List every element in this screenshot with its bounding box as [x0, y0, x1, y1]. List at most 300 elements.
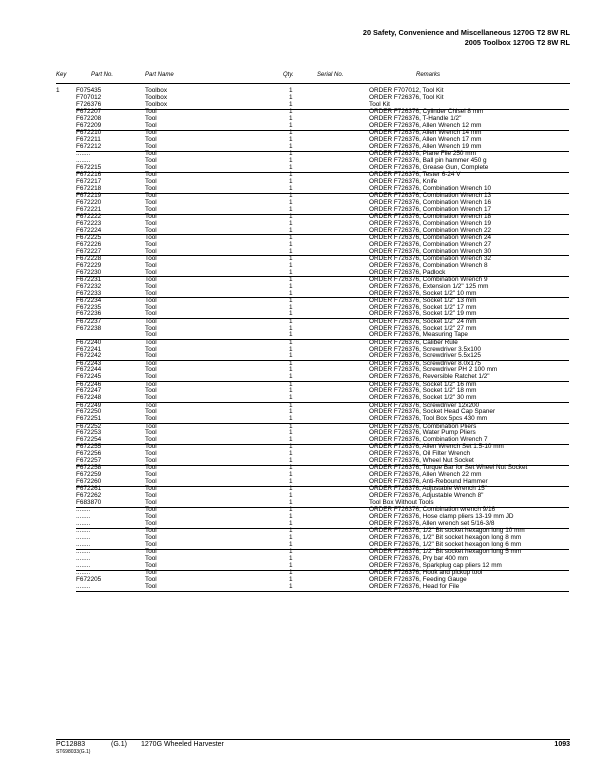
- qty-cell: 1: [289, 205, 293, 213]
- part-no-cell: ........: [76, 527, 91, 535]
- part-no-cell: F672256: [76, 450, 102, 458]
- part-name-cell: Tool: [145, 478, 157, 486]
- part-no-cell: ........: [76, 548, 91, 556]
- part-name-cell: Tool: [145, 121, 157, 129]
- part-no-cell: F672245: [76, 373, 102, 381]
- remarks-cell: ORDER F726376, Knife: [369, 177, 438, 185]
- part-no-cell: F672233: [76, 289, 102, 297]
- remarks-cell: ORDER F726376, Combination Wrench 9: [369, 275, 488, 283]
- remarks-cell: ORDER F726376, Screwdriver 12x200: [369, 401, 480, 409]
- col-qty: Qty.: [283, 72, 294, 78]
- qty-cell: 1: [289, 142, 293, 150]
- row-group: [0, 528, 600, 549]
- qty-cell: 1: [289, 394, 293, 402]
- qty-cell: 1: [289, 527, 293, 535]
- part-no-cell: F672260: [76, 478, 102, 486]
- part-name-cell: Tool: [145, 163, 157, 171]
- part-name-cell: Tool: [145, 450, 157, 458]
- remarks-cell: ORDER F726376, Anti-Rebound Hammer: [369, 478, 488, 486]
- part-no-cell: F672247: [76, 387, 102, 395]
- part-name-cell: Tool: [145, 492, 157, 500]
- header-rule: [56, 83, 570, 84]
- part-no-cell: F672225: [76, 233, 102, 241]
- column-headers: [0, 72, 600, 82]
- table-row: [0, 500, 600, 507]
- qty-cell: 1: [289, 170, 293, 178]
- remarks-cell: ORDER F726376, Socket 1/2" 10 mm: [369, 289, 477, 297]
- qty-cell: 1: [289, 184, 293, 192]
- remarks-cell: ORDER F726376, Screwdriver PH 2 100 mm: [369, 366, 498, 374]
- remarks-cell: ORDER F726376, Allen Wrench Set 1.5-10 mm: [369, 443, 504, 451]
- qty-cell: 1: [289, 408, 293, 416]
- qty-cell: 1: [289, 352, 293, 360]
- remarks-cell: ORDER F726376, Combination Wrench 7: [369, 436, 488, 444]
- qty-cell: 1: [289, 499, 293, 507]
- part-name-cell: Tool: [145, 366, 157, 374]
- remarks-cell: ORDER F726376, Feeding Gauge: [369, 576, 467, 584]
- remarks-cell: ORDER F726376, Tester 6-24 V: [369, 170, 461, 178]
- part-no-cell: ........: [76, 520, 91, 528]
- remarks-cell: ORDER F726376, Ball pin hammer 450 g: [369, 156, 487, 164]
- part-name-cell: Tool: [145, 555, 157, 563]
- part-name-cell: Tool: [145, 527, 157, 535]
- table-row: [0, 514, 600, 521]
- part-no-cell: F672234: [76, 296, 102, 304]
- part-no-cell: F672242: [76, 352, 102, 360]
- remarks-cell: ORDER F726376, T-Handle 1/2": [369, 114, 462, 122]
- part-no-cell: F672232: [76, 282, 102, 290]
- part-no-cell: ........: [76, 534, 91, 542]
- part-no-cell: F672226: [76, 240, 102, 248]
- part-no-cell: F672229: [76, 261, 102, 269]
- qty-cell: 1: [289, 135, 293, 143]
- part-no-cell: F672261: [76, 485, 102, 493]
- qty-cell: 1: [289, 387, 293, 395]
- qty-cell: 1: [289, 520, 293, 528]
- qty-cell: 1: [289, 100, 293, 108]
- table-row: [0, 144, 600, 151]
- part-name-cell: Tool: [145, 156, 157, 164]
- col-remarks: Remarks: [416, 72, 441, 78]
- remarks-cell: ORDER F726376, Socket 1/2" 16 mm: [369, 380, 477, 388]
- remarks-cell: ORDER F726376, Allen wrench set 5/16-3/8: [369, 520, 495, 528]
- row-group: [0, 172, 600, 193]
- part-name-cell: Tool: [145, 240, 157, 248]
- part-no-cell: F672254: [76, 436, 102, 444]
- part-name-cell: Tool: [145, 254, 157, 262]
- part-name-cell: Tool: [145, 338, 157, 346]
- row-group: [0, 465, 600, 486]
- remarks-cell: ORDER F726376, Grease Gun, Complete: [369, 163, 489, 171]
- part-no-cell: F672246: [76, 380, 102, 388]
- part-name-cell: Tool: [145, 170, 157, 178]
- qty-cell: 1: [289, 149, 293, 157]
- part-name-cell: Tool: [145, 114, 157, 122]
- part-name-cell: Tool: [145, 499, 157, 507]
- table-row: [0, 556, 600, 563]
- part-no-cell: F707012: [76, 93, 102, 101]
- qty-cell: 1: [289, 240, 293, 248]
- qty-cell: 1: [289, 317, 293, 325]
- qty-cell: 1: [289, 380, 293, 388]
- remarks-cell: ORDER F707012, Tool Kit: [369, 87, 444, 94]
- part-no-cell: F672241: [76, 345, 102, 353]
- remarks-cell: ORDER F726376, Socket 1/2" 17 mm: [369, 303, 477, 311]
- row-group: [0, 298, 600, 319]
- part-name-cell: Toolbox: [145, 100, 168, 108]
- remarks-cell: ORDER F726376, Hose clamp pliers 13-19 mm JD: [369, 513, 514, 521]
- qty-cell: 1: [289, 555, 293, 563]
- key-cell: 1: [56, 87, 60, 94]
- part-name-cell: Tool: [145, 233, 157, 241]
- qty-cell: 1: [289, 485, 293, 493]
- footer-revision: (G.1): [111, 741, 127, 748]
- qty-cell: 1: [289, 156, 293, 164]
- part-name-cell: Tool: [145, 198, 157, 206]
- header-section-title: 20 Safety, Convenience and Miscellaneous 1270G T2 8W RL: [362, 28, 570, 37]
- remarks-cell: ORDER F726376, Socket 1/2" 27 mm: [369, 324, 477, 332]
- qty-cell: 1: [289, 177, 293, 185]
- part-no-cell: F672237: [76, 317, 102, 325]
- qty-cell: 1: [289, 289, 293, 297]
- row-group: [0, 277, 600, 298]
- row-group: [0, 361, 600, 382]
- remarks-cell: ORDER F726376, 1/2" Bit socket hexagon long 6 mm: [369, 541, 522, 549]
- part-no-cell: F672262: [76, 492, 102, 500]
- part-name-cell: Tool: [145, 317, 157, 325]
- part-name-cell: Tool: [145, 457, 157, 465]
- part-name-cell: Tool: [145, 177, 157, 185]
- remarks-cell: ORDER F726376, 1/2" Bit socket hexagon long 5 mm: [369, 548, 522, 556]
- qty-cell: 1: [289, 163, 293, 171]
- qty-cell: 1: [289, 324, 293, 332]
- part-name-cell: Tool: [145, 373, 157, 381]
- qty-cell: 1: [289, 219, 293, 227]
- remarks-cell: ORDER F726376, Extension 1/2" 125 mm: [369, 282, 489, 290]
- part-name-cell: Tool: [145, 422, 157, 430]
- part-name-cell: Tool: [145, 219, 157, 227]
- remarks-cell: ORDER F726376, Allen Wrench 17 mm: [369, 135, 482, 143]
- part-name-cell: Tool: [145, 205, 157, 213]
- part-no-cell: F672257: [76, 457, 102, 465]
- part-name-cell: Tool: [145, 534, 157, 542]
- part-no-cell: ........: [76, 569, 91, 577]
- remarks-cell: ORDER F726376, Combination wrench 9/16: [369, 506, 496, 514]
- qty-cell: 1: [289, 548, 293, 556]
- part-no-cell: F672207: [76, 107, 102, 115]
- remarks-cell: ORDER F726376, Pry bar 400 mm: [369, 555, 469, 563]
- part-name-cell: Tool: [145, 471, 157, 479]
- part-no-cell: ........: [76, 541, 91, 549]
- part-name-cell: Tool: [145, 142, 157, 150]
- part-no-cell: F672223: [76, 219, 102, 227]
- part-no-cell: F672220: [76, 198, 102, 206]
- part-name-cell: Tool: [145, 506, 157, 514]
- part-name-cell: Tool: [145, 548, 157, 556]
- part-name-cell: Tool: [145, 275, 157, 283]
- part-no-cell: F672222: [76, 212, 102, 220]
- part-name-cell: Tool: [145, 387, 157, 395]
- remarks-cell: ORDER F726376, Allen Wrench 19 mm: [369, 142, 482, 150]
- part-name-cell: Tool: [145, 345, 157, 353]
- part-no-cell: F672240: [76, 338, 102, 346]
- part-name-cell: Tool: [145, 289, 157, 297]
- remarks-cell: ORDER F726376, Combination Wrench 22: [369, 226, 492, 234]
- part-no-cell: F672211: [76, 135, 101, 143]
- part-no-cell: F672258: [76, 464, 102, 472]
- part-name-cell: Tool: [145, 569, 157, 577]
- qty-cell: 1: [289, 401, 293, 409]
- part-name-cell: Tool: [145, 184, 157, 192]
- remarks-cell: ORDER F726376, Adjustable Wrench 15": [369, 485, 487, 493]
- footer-sub-code: ST698033(G.1): [56, 749, 91, 755]
- qty-cell: 1: [289, 583, 293, 591]
- part-no-cell: ........: [76, 513, 91, 521]
- qty-cell: 1: [289, 87, 293, 94]
- part-name-cell: Tool: [145, 380, 157, 388]
- part-name-cell: Tool: [145, 310, 157, 318]
- part-no-cell: F672216: [76, 170, 102, 178]
- qty-cell: 1: [289, 282, 293, 290]
- qty-cell: 1: [289, 226, 293, 234]
- part-no-cell: ........: [76, 583, 91, 591]
- remarks-cell: ORDER F726376, Measuring Tape: [369, 331, 468, 339]
- part-name-cell: Tool: [145, 408, 157, 416]
- remarks-cell: ORDER F726376, Socket 1/2" 30 mm: [369, 394, 477, 402]
- part-no-cell: F672227: [76, 247, 102, 255]
- qty-cell: 1: [289, 338, 293, 346]
- qty-cell: 1: [289, 373, 293, 381]
- part-name-cell: Tool: [145, 149, 157, 157]
- col-part-name: Part Name: [145, 72, 174, 78]
- row-group: [0, 235, 600, 256]
- row-group: [0, 319, 600, 340]
- remarks-cell: ORDER F726376, Combination Wrench 10: [369, 184, 492, 192]
- table-row: [0, 584, 600, 591]
- part-name-cell: Tool: [145, 303, 157, 311]
- part-no-cell: ........: [76, 506, 91, 514]
- part-name-cell: Tool: [145, 485, 157, 493]
- row-group: [0, 403, 600, 424]
- row-group: [0, 382, 600, 403]
- part-name-cell: Tool: [145, 135, 157, 143]
- part-no-cell: F672235: [76, 303, 102, 311]
- qty-cell: 1: [289, 478, 293, 486]
- row-group: [0, 193, 600, 214]
- row-group: [0, 256, 600, 277]
- qty-cell: 1: [289, 576, 293, 584]
- page-number: 1093: [554, 741, 570, 748]
- row-group: [0, 486, 600, 507]
- remarks-cell: ORDER F726376, Socket 1/2" 18 mm: [369, 387, 477, 395]
- remarks-cell: ORDER F726376, Plane File 250 mm: [369, 149, 476, 157]
- qty-cell: 1: [289, 436, 293, 444]
- qty-cell: 1: [289, 191, 293, 199]
- remarks-cell: ORDER F726376, Wheel Nut Socket: [369, 457, 474, 465]
- part-no-cell: F672228: [76, 254, 102, 262]
- remarks-cell: ORDER F726376, Combination Wrench 24: [369, 233, 492, 241]
- part-name-cell: Tool: [145, 576, 157, 584]
- part-name-cell: Tool: [145, 282, 157, 290]
- col-key: Key: [56, 72, 67, 78]
- group-divider: [76, 591, 569, 592]
- qty-cell: 1: [289, 429, 293, 437]
- part-name-cell: Tool: [145, 429, 157, 437]
- part-no-cell: F672209: [76, 121, 102, 129]
- row-group: [0, 214, 600, 235]
- row-group: [0, 130, 600, 151]
- qty-cell: 1: [289, 254, 293, 262]
- part-no-cell: F672243: [76, 359, 102, 367]
- qty-cell: 1: [289, 345, 293, 353]
- qty-cell: 1: [289, 513, 293, 521]
- table-row: [0, 563, 600, 570]
- part-name-cell: Tool: [145, 359, 157, 367]
- part-no-cell: F672250: [76, 408, 102, 416]
- remarks-cell: Tool Kit: [369, 100, 390, 108]
- remarks-cell: ORDER F726376, Combination Wrench 18: [369, 212, 492, 220]
- header-subsection-title: 2005 Toolbox 1270G T2 8W RL: [464, 38, 570, 47]
- part-name-cell: Tool: [145, 464, 157, 472]
- part-no-cell: F672253: [76, 429, 102, 437]
- row-group: [0, 88, 600, 109]
- qty-cell: 1: [289, 562, 293, 570]
- remarks-cell: ORDER F726376, Combination Wrench 13: [369, 191, 492, 199]
- part-name-cell: Tool: [145, 541, 157, 549]
- footer-title: 1270G Wheeled Harvester: [141, 741, 224, 748]
- part-no-cell: F672244: [76, 366, 102, 374]
- row-group: [0, 151, 600, 172]
- part-no-cell: F075435: [76, 87, 102, 94]
- remarks-cell: ORDER F726376, Caliber Rule: [369, 338, 458, 346]
- part-no-cell: F726376: [76, 100, 102, 108]
- remarks-cell: ORDER F726376, Screwdriver 5.5x125: [369, 352, 481, 360]
- part-no-cell: F672231: [76, 275, 102, 283]
- part-no-cell: F672238: [76, 324, 102, 332]
- qty-cell: 1: [289, 492, 293, 500]
- qty-cell: 1: [289, 198, 293, 206]
- qty-cell: 1: [289, 541, 293, 549]
- part-name-cell: Tool: [145, 268, 157, 276]
- remarks-cell: ORDER F726376, Combination Wrench 16: [369, 198, 492, 206]
- qty-cell: 1: [289, 121, 293, 129]
- part-no-cell: F672252: [76, 422, 102, 430]
- row-group: [0, 507, 600, 528]
- part-no-cell: F672219: [76, 191, 102, 199]
- part-no-cell: F672249: [76, 401, 102, 409]
- qty-cell: 1: [289, 310, 293, 318]
- row-group: [0, 444, 600, 465]
- part-name-cell: Tool: [145, 247, 157, 255]
- part-name-cell: Tool: [145, 401, 157, 409]
- qty-cell: 1: [289, 93, 293, 101]
- qty-cell: 1: [289, 422, 293, 430]
- row-group: [0, 549, 600, 570]
- part-name-cell: Tool: [145, 191, 157, 199]
- part-no-cell: F672259: [76, 471, 102, 479]
- footer-doc-code: PC12883 ST698033(G.1): [56, 741, 91, 755]
- remarks-cell: ORDER F726376, Tool Box 5pcs 430 mm: [369, 415, 488, 423]
- part-no-cell: F672208: [76, 114, 102, 122]
- part-name-cell: Tool: [145, 513, 157, 521]
- table-row: [0, 151, 600, 158]
- part-name-cell: Tool: [145, 331, 157, 339]
- part-name-cell: Tool: [145, 296, 157, 304]
- table-row: [0, 549, 600, 556]
- qty-cell: 1: [289, 233, 293, 241]
- part-no-cell: ........: [76, 562, 91, 570]
- remarks-cell: ORDER F726376, Combination Pliers: [369, 422, 477, 430]
- part-name-cell: Tool: [145, 436, 157, 444]
- part-no-cell: F672251: [76, 415, 102, 423]
- remarks-cell: ORDER F726376, Padlock: [369, 268, 446, 276]
- remarks-cell: ORDER F726376, Oil Filter Wrench: [369, 450, 471, 458]
- remarks-cell: ORDER F726376, Allen Wrench 22 mm: [369, 471, 482, 479]
- part-name-cell: Tool: [145, 212, 157, 220]
- remarks-cell: ORDER F726376, 1/2" Bit socket hexagon long 10 mm: [369, 527, 525, 535]
- remarks-cell: ORDER F726376, Cylinder Chisel 8 mm: [369, 107, 484, 115]
- part-no-cell: F672210: [76, 128, 102, 136]
- qty-cell: 1: [289, 331, 293, 339]
- table-row: [0, 577, 600, 584]
- qty-cell: 1: [289, 247, 293, 255]
- qty-cell: 1: [289, 450, 293, 458]
- part-no-cell: ........: [76, 555, 91, 563]
- remarks-cell: ORDER F726376, Screwdriver 8.0x175: [369, 359, 481, 367]
- footer-rule: [56, 739, 570, 740]
- part-name-cell: Tool: [145, 415, 157, 423]
- parts-table: [0, 88, 600, 591]
- qty-cell: 1: [289, 212, 293, 220]
- remarks-cell: ORDER F726376, Screwdriver 3.5x100: [369, 345, 481, 353]
- remarks-cell: ORDER F726376, Hook and pickup tool: [369, 569, 483, 577]
- qty-cell: 1: [289, 296, 293, 304]
- remarks-cell: ORDER F726376, Combination Wrench 32: [369, 254, 492, 262]
- col-serial-no: Serial No.: [317, 72, 344, 78]
- qty-cell: 1: [289, 275, 293, 283]
- remarks-cell: ORDER F726376, Allen Wrench 14 mm: [369, 128, 482, 136]
- part-name-cell: Tool: [145, 443, 157, 451]
- remarks-cell: ORDER F726376, Sparkplug cap pliers 12 mm: [369, 562, 502, 570]
- remarks-cell: ORDER F726376, Combination Wrench 27: [369, 240, 492, 248]
- remarks-cell: ORDER F726376, Socket 1/2" 19 mm: [369, 310, 477, 318]
- row-group: [0, 340, 600, 361]
- row-group: [0, 109, 600, 130]
- qty-cell: 1: [289, 471, 293, 479]
- qty-cell: 1: [289, 107, 293, 115]
- part-no-cell: F672221: [76, 205, 102, 213]
- qty-cell: 1: [289, 359, 293, 367]
- part-no-cell: F672255: [76, 443, 102, 451]
- part-no-cell: F672218: [76, 184, 102, 192]
- qty-cell: 1: [289, 464, 293, 472]
- remarks-cell: ORDER F726376, Socket Head Cap Spaner: [369, 408, 496, 416]
- qty-cell: 1: [289, 114, 293, 122]
- remarks-cell: ORDER F726376, Allen Wrench 12 mm: [369, 121, 482, 129]
- part-name-cell: Tool: [145, 107, 157, 115]
- remarks-cell: ORDER F726376, Tool Kit: [369, 93, 444, 101]
- part-name-cell: Toolbox: [145, 87, 168, 94]
- part-no-cell: F672230: [76, 268, 102, 276]
- qty-cell: 1: [289, 128, 293, 136]
- remarks-cell: ORDER F726376, Adjustable Wrench 8": [369, 492, 484, 500]
- part-no-cell: F672224: [76, 226, 102, 234]
- part-name-cell: Tool: [145, 520, 157, 528]
- remarks-cell: ORDER F726376, Combination Wrench 30: [369, 247, 492, 255]
- qty-cell: 1: [289, 268, 293, 276]
- part-name-cell: Tool: [145, 261, 157, 269]
- remarks-cell: ORDER F726376, Socket 1/2" 13 mm: [369, 296, 477, 304]
